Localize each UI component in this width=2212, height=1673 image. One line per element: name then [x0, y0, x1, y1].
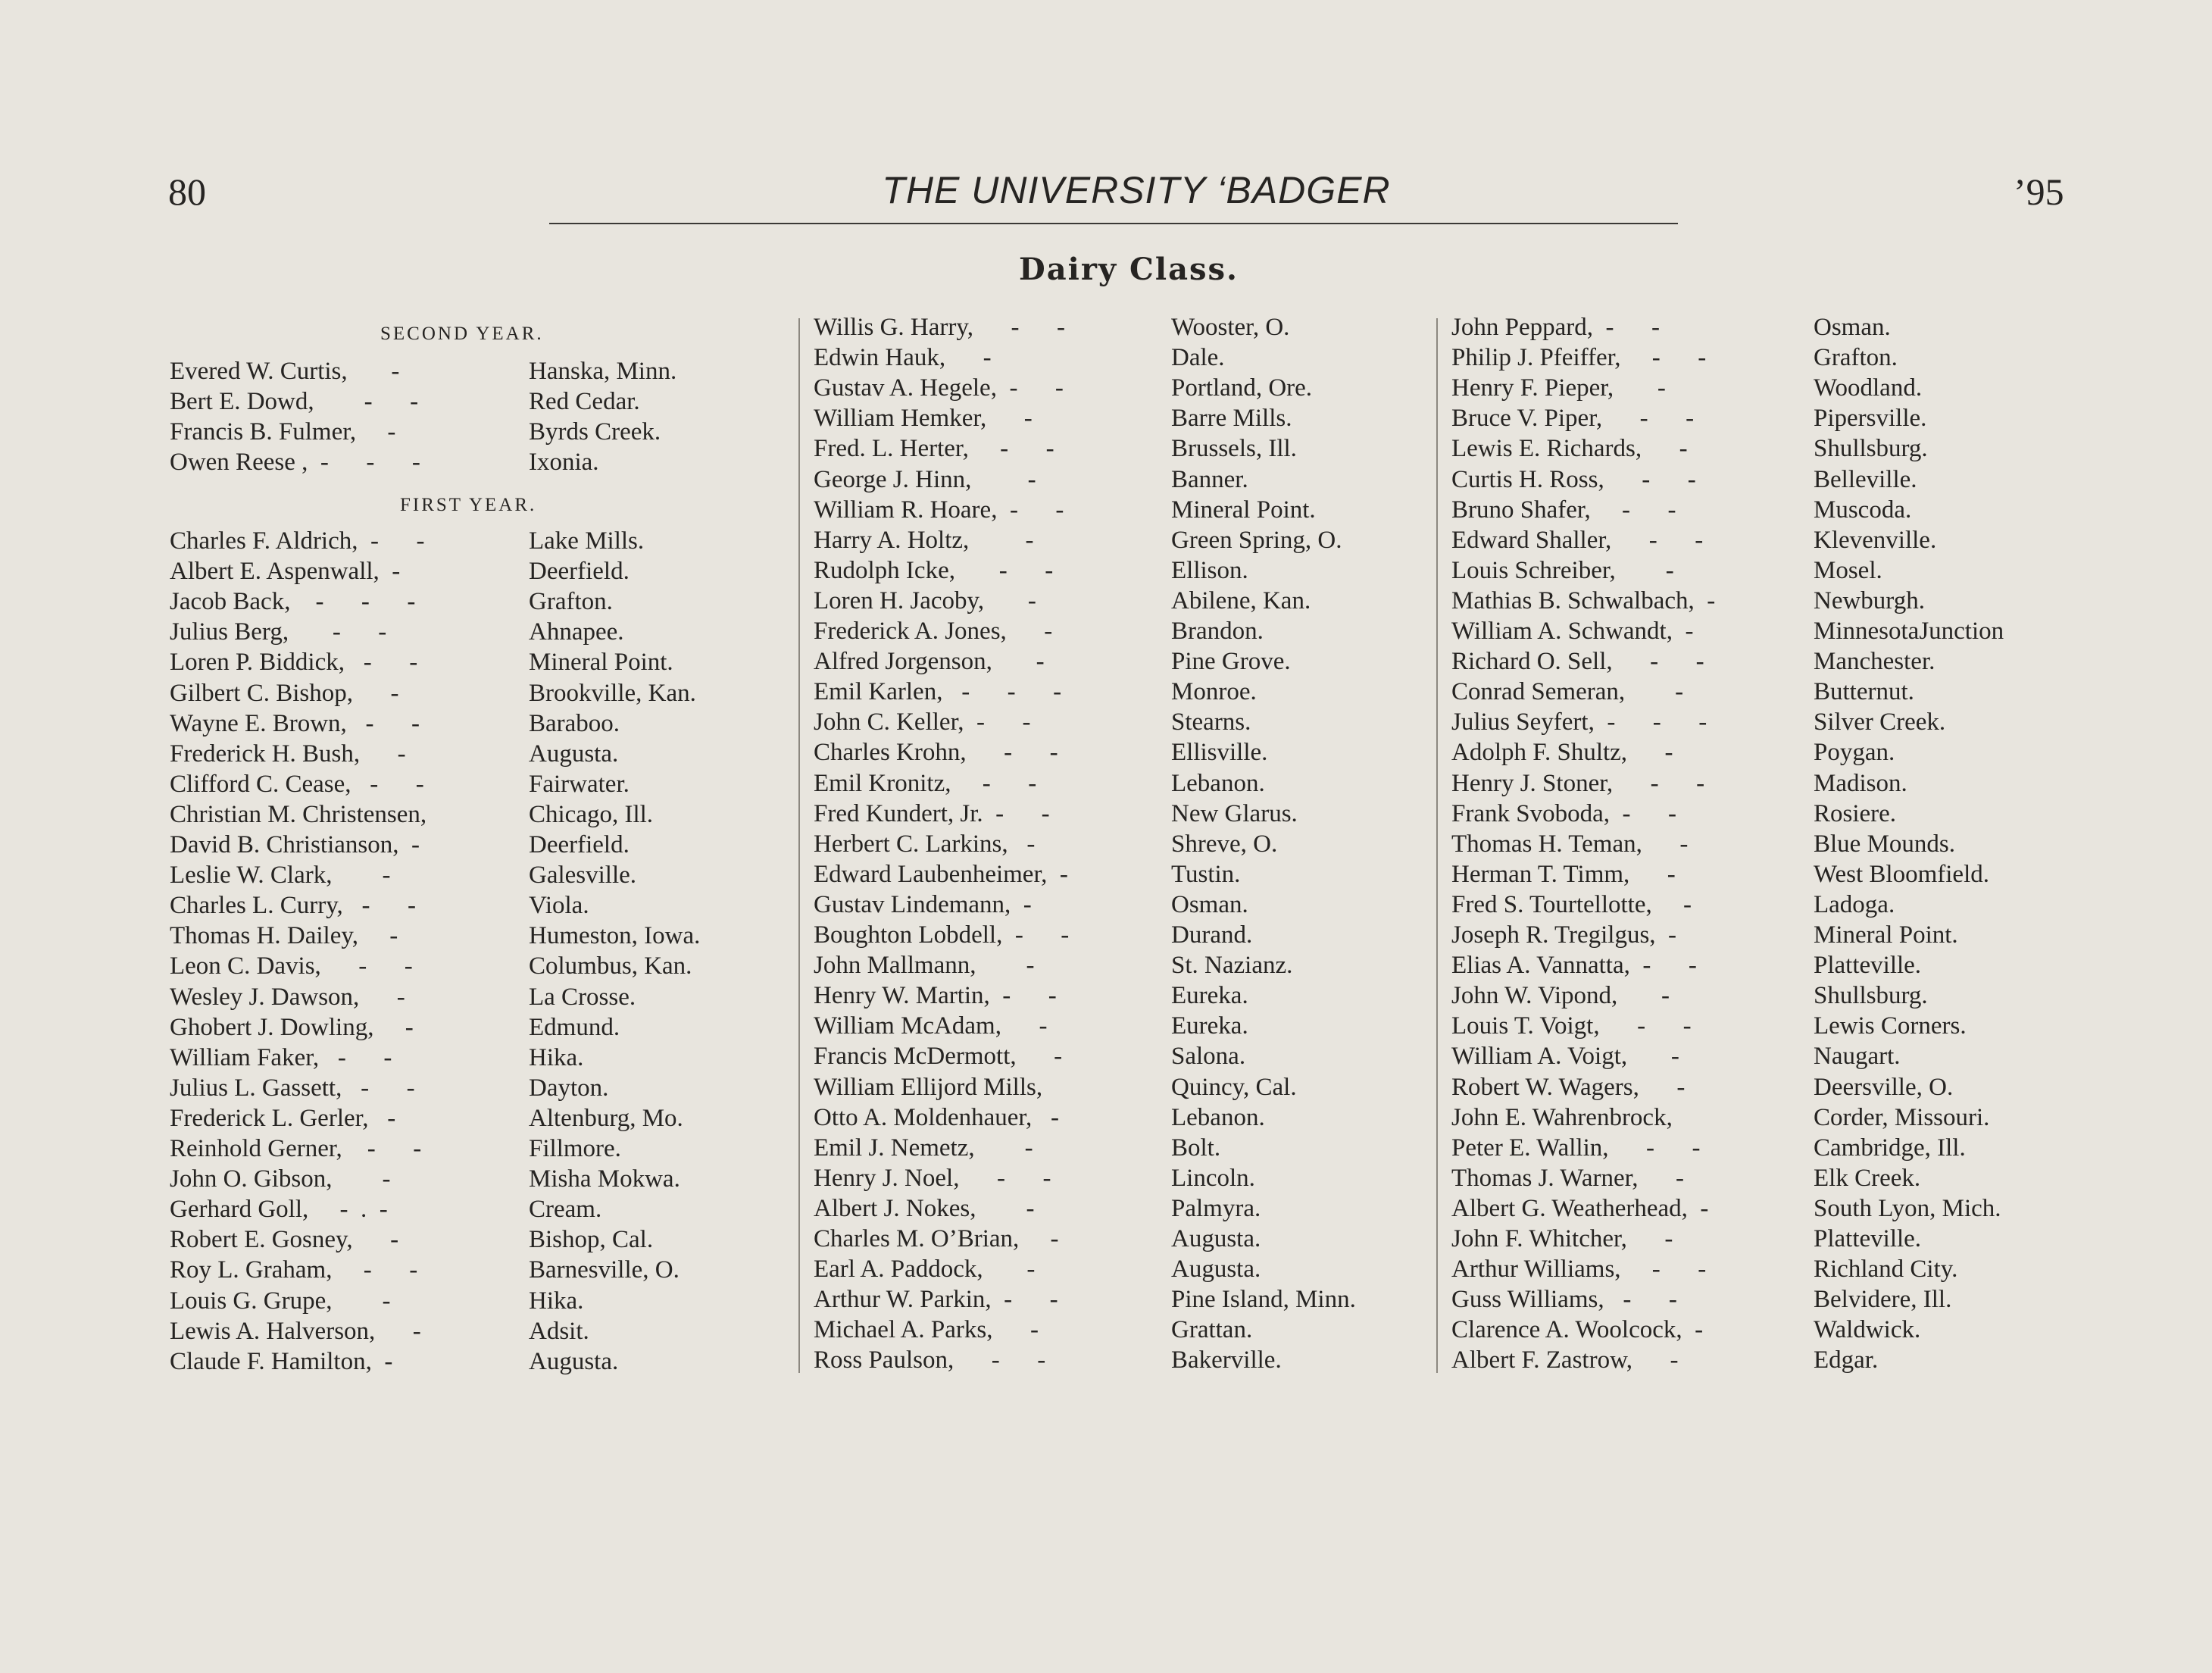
- student-name: Charles Krohn, - -: [814, 739, 1058, 767]
- hometown: Augusta.: [1171, 1256, 1261, 1284]
- hometown: Red Cedar.: [529, 388, 640, 416]
- student-name: Wesley J. Dawson, -: [170, 983, 405, 1011]
- student-name: Bruno Shafer, - -: [1451, 496, 1676, 524]
- student-name: John Mallmann, -: [814, 952, 1035, 980]
- header-rule: [549, 223, 1678, 224]
- student-name: Charles M. O’Brian, -: [814, 1225, 1059, 1252]
- student-name: Thomas H. Dailey, -: [170, 922, 398, 950]
- student-name: Philip J. Pfeiffer, - -: [1451, 344, 1707, 372]
- student-name: Clifford C. Cease, - -: [170, 770, 424, 798]
- hometown: St. Nazianz.: [1171, 952, 1293, 980]
- hometown: Brookville, Kan.: [529, 679, 696, 707]
- hometown: Dale.: [1171, 344, 1225, 372]
- hometown: Lincoln.: [1171, 1164, 1255, 1192]
- student-name: Albert E. Aspenwall, -: [170, 558, 401, 586]
- student-name: Michael A. Parks, -: [814, 1316, 1039, 1344]
- hometown: West Bloomfield.: [1814, 860, 1989, 888]
- student-name: Arthur Williams, - -: [1451, 1256, 1707, 1284]
- student-name: George J. Hinn, -: [814, 465, 1036, 493]
- hometown: Shullsburg.: [1814, 435, 1928, 463]
- student-name: Albert J. Nokes, -: [814, 1194, 1035, 1222]
- hometown: Shreve, O.: [1171, 830, 1278, 858]
- hometown: Klevenville.: [1814, 526, 1937, 554]
- student-name: Lewis A. Halverson, -: [170, 1317, 421, 1345]
- hometown: Barre Mills.: [1171, 405, 1292, 433]
- hometown: Pine Island, Minn.: [1171, 1286, 1356, 1314]
- hometown: Poygan.: [1814, 739, 1895, 767]
- hometown: Misha Mokwa.: [529, 1165, 680, 1193]
- student-name: Edward Laubenheimer, -: [814, 860, 1068, 888]
- student-name: Adolph F. Shultz, -: [1451, 739, 1673, 767]
- student-name: Elias A. Vannatta, - -: [1451, 952, 1697, 980]
- hometown: Cream.: [529, 1196, 602, 1224]
- student-name: Frederick H. Bush, -: [170, 740, 406, 768]
- first-year-heading: FIRST YEAR.: [400, 495, 537, 515]
- hometown: Abilene, Kan.: [1171, 586, 1311, 614]
- student-name: John F. Whitcher, -: [1451, 1225, 1673, 1252]
- student-name: Loren P. Biddick, - -: [170, 649, 418, 677]
- hometown: Cambridge, Ill.: [1814, 1134, 1966, 1162]
- hometown: Eureka.: [1171, 982, 1248, 1010]
- hometown: Fairwater.: [529, 770, 630, 798]
- hometown: Pine Grove.: [1171, 648, 1291, 676]
- hometown: Belvidere, Ill.: [1814, 1286, 1952, 1314]
- student-name: Louis T. Voigt, - -: [1451, 1012, 1692, 1040]
- hometown: Manchester.: [1814, 648, 1936, 676]
- student-name: Bruce V. Piper, - -: [1451, 405, 1695, 433]
- hometown: Platteville.: [1814, 1225, 1922, 1252]
- hometown: Bolt.: [1171, 1134, 1221, 1162]
- student-name: Guss Williams, - -: [1451, 1286, 1677, 1314]
- student-name: Earl A. Paddock, -: [814, 1256, 1036, 1284]
- student-name: Henry J. Stoner, - -: [1451, 769, 1705, 797]
- student-name: Peter E. Wallin, - -: [1451, 1134, 1701, 1162]
- page-number: 80: [168, 170, 206, 213]
- hometown: New Glarus.: [1171, 799, 1298, 827]
- hometown: Corder, Missouri.: [1814, 1103, 1990, 1131]
- hometown: MinnesotaJunction: [1814, 618, 2004, 645]
- hometown: Baraboo.: [529, 709, 620, 737]
- column-divider-2: [1436, 318, 1438, 1373]
- hometown: Palmyra.: [1171, 1194, 1261, 1222]
- hometown: Ahnapee.: [529, 618, 624, 646]
- hometown: Woodland.: [1814, 374, 1923, 402]
- hometown: Dayton.: [529, 1074, 609, 1102]
- hometown: Lewis Corners.: [1814, 1012, 1967, 1040]
- student-name: Reinhold Gerner, - -: [170, 1135, 422, 1162]
- student-name: Joseph R. Tregilgus, -: [1451, 921, 1677, 949]
- hometown: Mineral Point.: [1171, 496, 1316, 524]
- student-name: John W. Vipond, -: [1451, 982, 1670, 1010]
- hometown: Stearns.: [1171, 708, 1251, 736]
- hometown: Butternut.: [1814, 678, 1914, 706]
- student-name: Julius Seyfert, - - -: [1451, 708, 1707, 736]
- student-name: William Faker, - -: [170, 1043, 392, 1071]
- student-name: William Ellijord Mills,: [814, 1073, 1043, 1101]
- student-name: William A. Voigt, -: [1451, 1043, 1679, 1071]
- hometown: Wooster, O.: [1171, 314, 1290, 341]
- hometown: Rosiere.: [1814, 799, 1897, 827]
- hometown: Newburgh.: [1814, 586, 1925, 614]
- hometown: South Lyon, Mich.: [1814, 1194, 2001, 1222]
- student-name: Edwin Hauk, -: [814, 344, 992, 372]
- hometown: Brandon.: [1171, 618, 1264, 645]
- student-name: Emil Kronitz, - -: [814, 769, 1037, 797]
- hometown: Monroe.: [1171, 678, 1257, 706]
- hometown: Barnesville, O.: [529, 1256, 680, 1284]
- hometown: Grafton.: [529, 588, 613, 616]
- hometown: Mineral Point.: [529, 649, 673, 677]
- student-name: Conrad Semeran, -: [1451, 678, 1684, 706]
- hometown: Bishop, Cal.: [529, 1226, 654, 1254]
- student-name: Evered W. Curtis, -: [170, 358, 400, 385]
- hometown: Green Spring, O.: [1171, 526, 1342, 554]
- student-name: Emil Karlen, - - -: [814, 678, 1062, 706]
- hometown: Galesville.: [529, 862, 637, 890]
- student-name: Francis B. Fulmer, -: [170, 418, 396, 446]
- student-name: William McAdam, -: [814, 1012, 1048, 1040]
- student-name: Willis G. Harry, - -: [814, 314, 1065, 341]
- hometown: Deerfield.: [529, 831, 630, 858]
- student-name: Louis Schreiber, -: [1451, 556, 1674, 584]
- student-name: Fred Kundert, Jr. - -: [814, 799, 1050, 827]
- hometown: Augusta.: [529, 1347, 619, 1375]
- student-name: Ross Paulson, - -: [814, 1346, 1046, 1374]
- student-name: Gustav A. Hegele, - -: [814, 374, 1064, 402]
- hometown: Altenburg, Mo.: [529, 1104, 683, 1132]
- hometown: Grattan.: [1171, 1316, 1253, 1344]
- student-name: John Peppard, - -: [1451, 314, 1660, 341]
- student-name: Fred. L. Herter, - -: [814, 435, 1054, 463]
- hometown: Eureka.: [1171, 1012, 1248, 1040]
- hometown: Viola.: [529, 892, 589, 920]
- hometown: Lake Mills.: [529, 527, 645, 555]
- hometown: Ixonia.: [529, 449, 599, 477]
- hometown: Lebanon.: [1171, 1103, 1265, 1131]
- hometown: Deerfield.: [529, 558, 630, 586]
- student-name: Jacob Back, - - -: [170, 588, 416, 616]
- student-name: John C. Keller, - -: [814, 708, 1031, 736]
- hometown: Osman.: [1171, 890, 1248, 918]
- second-year-heading: SECOND YEAR.: [380, 324, 544, 344]
- student-name: Robert E. Gosney, -: [170, 1226, 399, 1254]
- hometown: Ladoga.: [1814, 890, 1895, 918]
- hometown: Grafton.: [1814, 344, 1898, 372]
- hometown: Chicago, Ill.: [529, 800, 654, 828]
- student-name: Thomas H. Teman, -: [1451, 830, 1689, 858]
- student-name: Wayne E. Brown, - -: [170, 709, 420, 737]
- hometown: Osman.: [1814, 314, 1891, 341]
- hometown: Elk Creek.: [1814, 1164, 1921, 1192]
- student-name: Richard O. Sell, - -: [1451, 648, 1704, 676]
- student-name: Albert G. Weatherhead, -: [1451, 1194, 1709, 1222]
- student-name: Frederick L. Gerler, -: [170, 1104, 396, 1132]
- hometown: Brussels, Ill.: [1171, 435, 1297, 463]
- student-name: Rudolph Icke, - -: [814, 556, 1054, 584]
- hometown: La Crosse.: [529, 983, 636, 1011]
- student-name: Christian M. Christensen,: [170, 800, 427, 828]
- student-name: William R. Hoare, - -: [814, 496, 1064, 524]
- student-name: Bert E. Dowd, - -: [170, 388, 419, 416]
- student-name: Herbert C. Larkins, -: [814, 830, 1036, 858]
- student-name: Lewis E. Richards, -: [1451, 435, 1688, 463]
- hometown: Madison.: [1814, 769, 1907, 797]
- hometown: Portland, Ore.: [1171, 374, 1313, 402]
- hometown: Banner.: [1171, 465, 1248, 493]
- student-name: Harry A. Holtz, -: [814, 526, 1034, 554]
- student-name: Boughton Lobdell, - -: [814, 921, 1070, 949]
- student-name: Ghobert J. Dowling, -: [170, 1013, 414, 1041]
- student-name: Henry W. Martin, - -: [814, 982, 1057, 1010]
- student-name: Gustav Lindemann, -: [814, 890, 1032, 918]
- hometown: Silver Creek.: [1814, 708, 1946, 736]
- page-year: ’95: [2014, 170, 2064, 213]
- student-name: Thomas J. Warner, -: [1451, 1164, 1685, 1192]
- hometown: Richland City.: [1814, 1256, 1958, 1284]
- running-title: THE UNIVERSITY ‘BADGER: [882, 169, 1391, 211]
- student-name: Frederick A. Jones, -: [814, 618, 1053, 645]
- student-name: William A. Schwandt, -: [1451, 618, 1694, 645]
- hometown: Fillmore.: [529, 1135, 621, 1162]
- student-name: Julius Berg, - -: [170, 618, 387, 646]
- hometown: Humeston, Iowa.: [529, 922, 701, 950]
- hometown: Ellisville.: [1171, 739, 1268, 767]
- hometown: Belleville.: [1814, 465, 1917, 493]
- hometown: Durand.: [1171, 921, 1253, 949]
- hometown: Hanska, Minn.: [529, 358, 677, 385]
- student-name: Emil J. Nemetz, -: [814, 1134, 1033, 1162]
- hometown: Hika.: [529, 1043, 584, 1071]
- hometown: Bakerville.: [1171, 1346, 1282, 1374]
- hometown: Edmund.: [529, 1013, 620, 1041]
- hometown: Blue Mounds.: [1814, 830, 1956, 858]
- hometown: Columbus, Kan.: [529, 952, 692, 980]
- hometown: Mosel.: [1814, 556, 1882, 584]
- student-name: Otto A. Moldenhauer, -: [814, 1103, 1060, 1131]
- student-name: Mathias B. Schwalbach, -: [1451, 586, 1716, 614]
- hometown: Muscoda.: [1814, 496, 1912, 524]
- student-name: Leslie W. Clark, -: [170, 862, 391, 890]
- hometown: Augusta.: [1171, 1225, 1261, 1252]
- student-name: Robert W. Wagers, -: [1451, 1073, 1686, 1101]
- hometown: Deersville, O.: [1814, 1073, 1954, 1101]
- hometown: Lebanon.: [1171, 769, 1265, 797]
- hometown: Pipersville.: [1814, 405, 1927, 433]
- hometown: Edgar.: [1814, 1346, 1879, 1374]
- hometown: Platteville.: [1814, 952, 1922, 980]
- student-name: Loren H. Jacoby, -: [814, 586, 1036, 614]
- student-name: William Hemker, -: [814, 405, 1033, 433]
- hometown: Hika.: [529, 1287, 584, 1315]
- hometown: Augusta.: [529, 740, 619, 768]
- student-name: Leon C. Davis, - -: [170, 952, 413, 980]
- student-name: Charles F. Aldrich, - -: [170, 527, 425, 555]
- student-name: David B. Christianson, -: [170, 831, 420, 858]
- hometown: Shullsburg.: [1814, 982, 1928, 1010]
- column-divider-1: [798, 318, 800, 1373]
- student-name: John E. Wahrenbrock,: [1451, 1103, 1673, 1131]
- student-name: John O. Gibson, -: [170, 1165, 391, 1193]
- student-name: Herman T. Timm, -: [1451, 860, 1676, 888]
- student-name: Claude F. Hamilton, -: [170, 1347, 393, 1375]
- student-name: Roy L. Graham, - -: [170, 1256, 418, 1284]
- student-name: Fred S. Tourtellotte, -: [1451, 890, 1692, 918]
- hometown: Salona.: [1171, 1043, 1246, 1071]
- student-name: Francis McDermott, -: [814, 1043, 1063, 1071]
- hometown: Mineral Point.: [1814, 921, 1958, 949]
- hometown: Ellison.: [1171, 556, 1248, 584]
- student-name: Curtis H. Ross, - -: [1451, 465, 1696, 493]
- student-name: Henry F. Pieper, -: [1451, 374, 1666, 402]
- student-name: Gilbert C. Bishop, -: [170, 679, 399, 707]
- section-title: Dairy Class.: [1019, 252, 1239, 287]
- student-name: Clarence A. Woolcock, -: [1451, 1316, 1704, 1344]
- student-name: Arthur W. Parkin, - -: [814, 1286, 1058, 1314]
- hometown: Byrds Creek.: [529, 418, 661, 446]
- student-name: Owen Reese , - - -: [170, 449, 420, 477]
- student-name: Alfred Jorgenson, -: [814, 648, 1045, 676]
- hometown: Adsit.: [529, 1317, 589, 1345]
- student-name: Gerhard Goll, - . -: [170, 1196, 388, 1224]
- student-name: Charles L. Curry, - -: [170, 892, 417, 920]
- student-name: Louis G. Grupe, -: [170, 1287, 391, 1315]
- hometown: Waldwick.: [1814, 1316, 1921, 1344]
- hometown: Naugart.: [1814, 1043, 1901, 1071]
- student-name: Henry J. Noel, - -: [814, 1164, 1051, 1192]
- student-name: Edward Shaller, - -: [1451, 526, 1704, 554]
- student-name: Frank Svoboda, - -: [1451, 799, 1676, 827]
- hometown: Tustin.: [1171, 860, 1241, 888]
- student-name: Julius L. Gassett, - -: [170, 1074, 415, 1102]
- hometown: Quincy, Cal.: [1171, 1073, 1297, 1101]
- student-name: Albert F. Zastrow, -: [1451, 1346, 1679, 1374]
